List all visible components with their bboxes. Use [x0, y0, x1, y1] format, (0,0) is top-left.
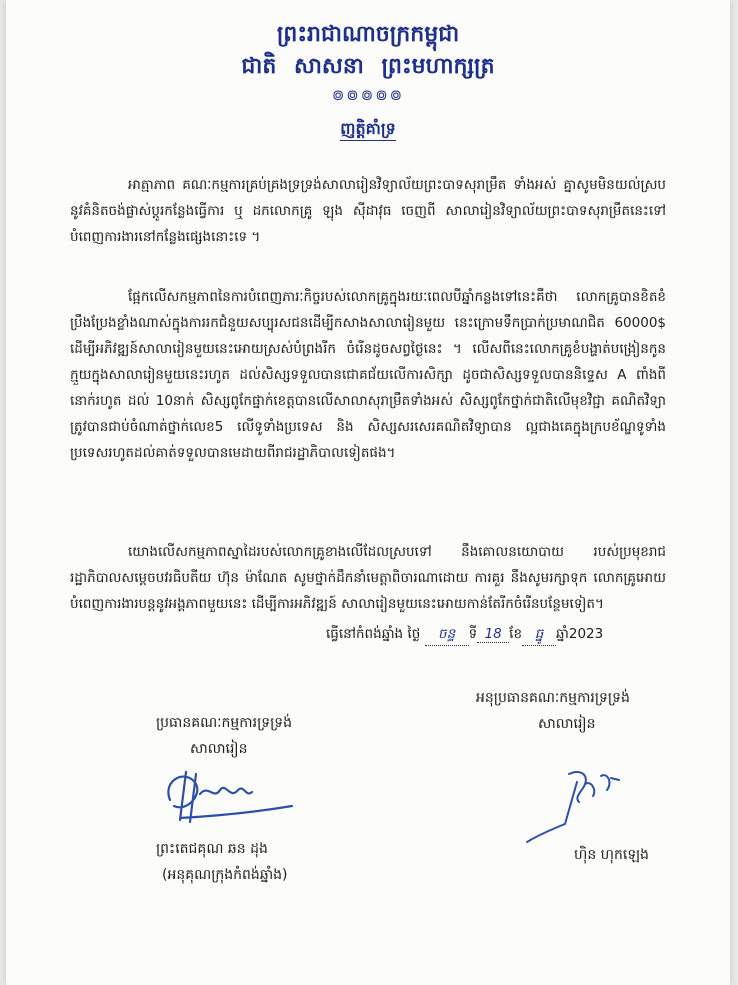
left-signature-title-line1: ប្រធានគណៈកម្មការទ្រទ្រង់: [156, 715, 293, 731]
left-handwritten-signature-icon: [156, 760, 296, 830]
left-signer-name: ព្រះតេជគុណ ឆន ដុង: [156, 841, 268, 857]
paragraph-3: [70, 539, 666, 617]
date-year: 2023: [568, 626, 604, 642]
kingdom-heading: ព្រះរាជាណាចក្រកម្ពុជា: [276, 22, 460, 47]
left-signer: [156, 836, 386, 888]
left-signer-role: (អនុគុណក្រុងកំពង់ឆ្នាំង): [162, 867, 288, 883]
document-header: [6, 20, 730, 108]
header-ornament: ៙៙៙៙៙: [331, 86, 405, 104]
paragraph-3-text: យោងលើសកម្មភាពស្នាដៃរបស់លោកគ្រូខាងលើដែលស្របទៅ នឹងគោលនយោបាយ របស់ប្រមុខរាជរដ្ឋាភិបាលសម្តេចបវរធិបតីយ ហ៊ុន ម៉ាណែត សូមថ្នាក់ដឹកនាំមេត្តាពិចារណាដោយ ការគួរ នឹងសូមរក្សាទុក លោកគ្រូអោយបំពេញការងារបន្តនូវអង្គភាពមួយនេះ ដើម្បីការអភិវឌ្ឍន៍ សាលារៀនមួយនេះអោយកាន់តែរីកចំរើនបន្ថែមទៀត។: [70, 544, 666, 612]
date-day-label: ទី: [468, 626, 478, 642]
date-month-label: ខែ: [509, 626, 523, 642]
paragraph-2-text: ផ្អែកលើសកម្មភាពនៃការបំពេញភារៈកិច្ចរបស់លោកគ្រូក្នុងរយៈពេលបីឆ្នាំកន្លងទៅនេះគឺថា លោកគ្រូបានខិតខំប្រឹងប្រែងខ្លាំងណាស់ក្នុងការរកជំនួយសប្បុរសជនដើម្បីកសាងសាលារៀនមួយ នេះក្រោមទឹកប្រាក់ប្រមាណជិត 60000$ ដើម្បីអភិវឌ្ឍន៍សាលារៀនមួយនេះអោយស្រស់បំព្រងរីក ចំរើនដូចសព្វថ្ងៃនេះ ។ លើសពីនេះលោកគ្រូខំបង្ហាត់បង្រៀនកូនក្មួយក្នុងសាលារៀនមួយនេះរហូត ដល់សិស្សទទួលបានជោគជ័យលើការសិក្សា ដូចជាសិស្សទទួលបាននិទ្ទេស A ពាំងពី នោក់រហូត ដល់ 10នាក់ សិស្សពូកែផ្នាក់ខេត្តបានលើសាលាសុរាម្រឹតទាំងអស់ សិស្សពូកែថ្នាក់ជាតិលើមុខវិជ្ជា គណិតវិទ្យា ត្រូវបានជាប់ចំណាត់ថ្នាក់លេខ5 លើទូទាំងប្រទេស និង សិស្សសរសេរគណិតវិទ្យាបាន ល្អជាងគេក្នុងក្របខ័ណ្ឌទូទាំងប្រទេសរហូតដល់គាត់ទទួលបានមេដាយពីរាជរដ្ឋាភិបាលទៀតផង។: [70, 289, 666, 461]
right-handwritten-signature-icon: [521, 762, 641, 847]
date-month: ធ្នូ: [522, 625, 556, 646]
paragraph-2: [70, 284, 666, 466]
date-prefix: ធ្វើនៅកំពង់ឆ្នាំង ថ្ងៃ: [326, 626, 421, 642]
left-signature-title: [156, 710, 356, 762]
right-signature-title: [476, 685, 716, 737]
left-signature-title-line2: សាលារៀន: [190, 741, 248, 757]
document-page: [6, 0, 730, 985]
date-line: [326, 625, 686, 646]
right-signature-title-line1: អនុប្រធានគណៈកម្មការទ្រទ្រង់: [476, 690, 630, 706]
right-signature-title-line2: សាលារៀន: [538, 716, 596, 732]
date-day-name: ចន្ទ: [425, 625, 469, 646]
document-title: ញត្តិគាំទ្រ: [340, 119, 396, 141]
paragraph-1-text: អាត្មាភាព គណៈកម្មការគ្រប់គ្រងទ្រទ្រង់សាលារៀនវិទ្យាល័យព្រះបាទសុរាម្រឹត ទាំងអស់ គ្នាសូមមិនយល់ស្របនូវគំនិតចង់ផ្លាស់ប្តូរកន្លែងធ្វើការ ឬ ដកលោកគ្រូ ឡុង ស៊ីដាវុធ ចេញពី សាលារៀនវិទ្យាល័យព្រះបាទសុរាម្រឹតនេះទៅបំពេញការងារនៅកន្លែងផ្សេងនោះទេ ។: [70, 177, 666, 245]
national-motto: ជាតិ សាសនា ព្រះមហាក្សត្រ: [241, 54, 495, 79]
date-day-number: 18: [477, 626, 509, 643]
right-signer: [574, 842, 714, 868]
document-title-wrapper: [6, 118, 730, 142]
paragraph-1: [70, 172, 666, 250]
date-year-label: ឆ្នាំ: [556, 626, 569, 642]
right-signer-name: ហ៊ិន ហុកឡេង: [574, 847, 649, 863]
